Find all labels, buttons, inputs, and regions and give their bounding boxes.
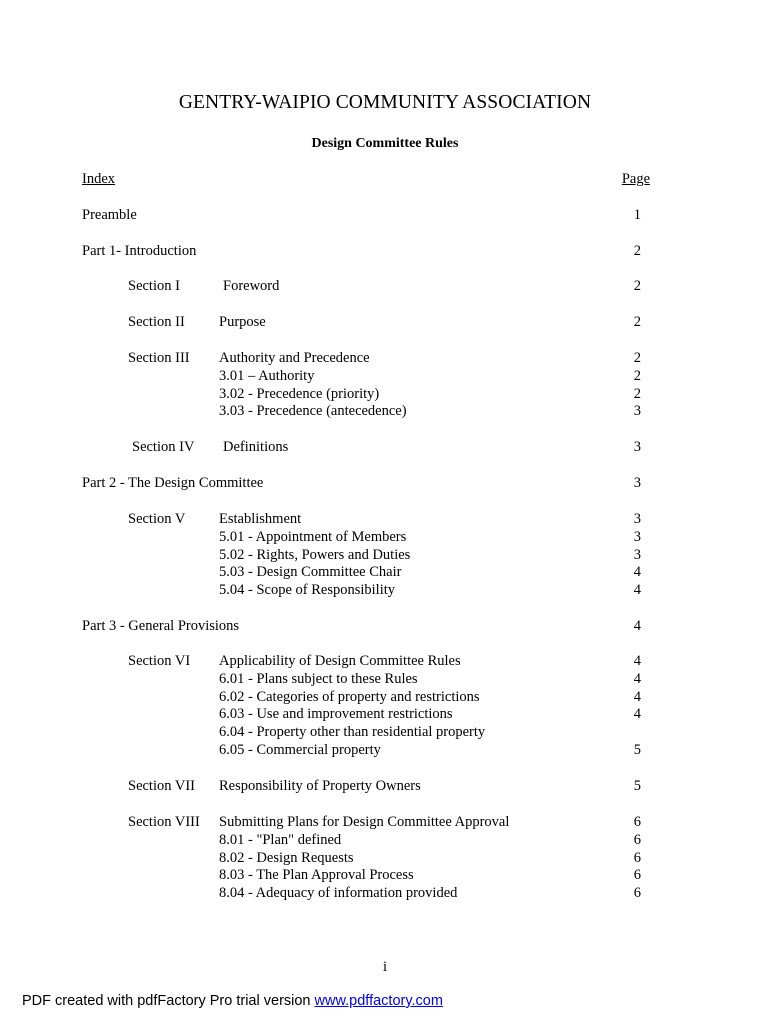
toc-pages bbox=[560, 278, 641, 296]
toc-page: 3 bbox=[633, 528, 641, 545]
toc-page: 2 bbox=[633, 278, 641, 294]
pdf-footer bbox=[22, 993, 443, 1009]
footer-text: PDF created with pdfFactory Pro trial version bbox=[22, 993, 315, 1009]
toc-item: Responsibility of Property Owners bbox=[219, 778, 421, 794]
toc-item: 6.01 - Plans subject to these Rules bbox=[219, 670, 418, 687]
toc-item: 6.05 - Commercial property bbox=[219, 741, 381, 758]
toc-item: Establishment bbox=[219, 511, 302, 527]
toc-page: 6 bbox=[633, 849, 641, 866]
toc-item: 8.01 - "Plan" defined bbox=[219, 831, 342, 848]
toc-pages bbox=[560, 350, 641, 421]
toc-section-label: Section VIII bbox=[128, 814, 200, 830]
toc-part-3: Part 3 - General Provisions bbox=[82, 618, 240, 634]
toc-item: Foreword bbox=[223, 278, 280, 294]
toc-item: 3.02 - Precedence (priority) bbox=[219, 385, 380, 402]
toc-page: 3 bbox=[633, 475, 641, 491]
footer-link[interactable]: www.pdffactory.com bbox=[314, 993, 443, 1009]
toc-pages bbox=[560, 439, 641, 457]
toc-page: 5 bbox=[633, 741, 641, 758]
toc-section-label: Section V bbox=[128, 511, 186, 527]
toc-page: 6 bbox=[633, 885, 641, 902]
toc-page: 2 bbox=[633, 385, 641, 402]
toc-section-items bbox=[219, 653, 485, 760]
toc-page: 5 bbox=[633, 778, 641, 794]
toc-item: Submitting Plans for Design Committee Approval bbox=[219, 814, 510, 830]
toc-section-label: Section III bbox=[128, 350, 190, 366]
toc-section-items bbox=[219, 314, 266, 332]
toc-item: 8.04 - Adequacy of information provided bbox=[219, 885, 458, 902]
toc-item: 8.03 - The Plan Approval Process bbox=[219, 867, 414, 884]
toc-section-items bbox=[219, 814, 509, 903]
toc-item: 6.02 - Categories of property and restrictions bbox=[219, 688, 480, 705]
toc-item: 6.03 - Use and improvement restrictions bbox=[219, 706, 453, 723]
toc-section-label: Section VII bbox=[128, 778, 195, 794]
toc-page: 1 bbox=[633, 207, 641, 223]
toc-page bbox=[560, 724, 641, 742]
toc-page: 6 bbox=[633, 831, 641, 848]
toc-page: 4 bbox=[633, 582, 641, 599]
toc-page: 4 bbox=[633, 706, 641, 723]
toc-section-items bbox=[223, 278, 279, 296]
toc-item: 5.03 - Design Committee Chair bbox=[219, 564, 402, 581]
toc-item: 5.01 - Appointment of Members bbox=[219, 528, 407, 545]
toc-page: 2 bbox=[633, 314, 641, 330]
toc-page: 4 bbox=[633, 688, 641, 705]
document-title: GENTRY-WAIPIO COMMUNITY ASSOCIATION bbox=[178, 92, 592, 113]
toc-section-label: Section II bbox=[128, 314, 185, 330]
toc-section-items bbox=[219, 511, 410, 600]
toc-section-items bbox=[219, 778, 421, 796]
toc-part-1: Part 1- Introduction bbox=[82, 243, 197, 259]
toc-pages bbox=[560, 511, 641, 600]
toc-item: Applicability of Design Committee Rules bbox=[219, 653, 461, 669]
index-heading: Index bbox=[82, 171, 116, 187]
toc-page: 3 bbox=[633, 546, 641, 563]
toc-part-2: Part 2 - The Design Committee bbox=[82, 475, 264, 491]
toc-item: Purpose bbox=[219, 314, 266, 330]
toc-page: 3 bbox=[633, 403, 641, 420]
toc-section-items bbox=[223, 439, 288, 457]
toc-item: 3.03 - Precedence (antecedence) bbox=[219, 403, 407, 420]
toc-page: 3 bbox=[633, 439, 641, 455]
page-heading: Page bbox=[621, 171, 650, 187]
toc-item: 8.02 - Design Requests bbox=[219, 849, 354, 866]
toc-pages bbox=[560, 778, 641, 796]
toc-section-items bbox=[219, 350, 407, 421]
toc-item: 3.01 – Authority bbox=[219, 367, 315, 384]
toc-page: 6 bbox=[633, 867, 641, 884]
toc-preamble: Preamble bbox=[82, 207, 137, 223]
toc-item: 6.04 - Property other than residential property bbox=[219, 724, 486, 741]
toc-item: 5.02 - Rights, Powers and Duties bbox=[219, 546, 411, 563]
toc-section-label: Section IV bbox=[132, 439, 195, 455]
toc-page: 2 bbox=[633, 243, 641, 259]
page-number: i bbox=[382, 959, 388, 975]
toc-page: 4 bbox=[633, 564, 641, 581]
toc-page: 6 bbox=[633, 814, 641, 830]
toc-section-label: Section VI bbox=[128, 653, 191, 669]
toc-item: 5.04 - Scope of Responsibility bbox=[219, 582, 396, 599]
toc-pages bbox=[560, 653, 641, 760]
toc-page: 4 bbox=[633, 653, 641, 669]
toc-section-label: Section I bbox=[128, 278, 180, 294]
document-subtitle: Design Committee Rules bbox=[311, 136, 459, 151]
toc-item: Definitions bbox=[223, 439, 289, 455]
toc-page: 2 bbox=[633, 350, 641, 366]
toc-page: 4 bbox=[633, 670, 641, 687]
toc-item: Authority and Precedence bbox=[219, 350, 370, 366]
toc-pages bbox=[560, 814, 641, 903]
toc-page: 4 bbox=[633, 618, 641, 634]
toc-page: 3 bbox=[633, 511, 641, 527]
toc-pages bbox=[560, 314, 641, 332]
toc-page: 2 bbox=[633, 367, 641, 384]
